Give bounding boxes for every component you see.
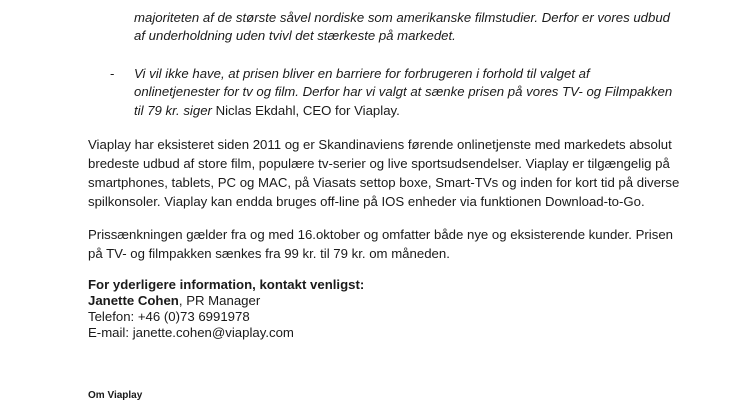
contact-heading: For yderligere information, kontakt venligst: (88, 277, 365, 292)
quote2-line-3-attribution: Niclas Ekdahl, CEO for Viaplay. (211, 103, 400, 118)
paragraph2-line-1: Prissænkningen gælder fra og med 16.oktober og omfatter både nye og eksisterende kunder. Prisen (88, 227, 673, 242)
quote1-cropped-line (134, 0, 138, 7)
quote1-line-2: af underholdning uden tvivl det stærkeste på markedet. (134, 28, 456, 43)
paragraph1-line-3: smartphones, tablets, PC og MAC, på Viasats settop boxe, Smart-TVs og inden for kort tid på diverse (88, 175, 680, 190)
contact-role: , PR Manager (178, 293, 261, 308)
about-heading: Om Viaplay (88, 390, 143, 401)
quote1-line-1: majoriteten af de største såvel nordiske som amerikanske filmstudier. Derfor er vores udbud (134, 10, 671, 25)
paragraph2-line-2: på TV- og filmpakken sænkes fra 99 kr. til 79 kr. om måneden. (88, 246, 450, 261)
contact-email: E-mail: janette.cohen@viaplay.com (88, 325, 294, 340)
quote2-line-3-italic: til 79 kr. siger (134, 103, 212, 118)
contact-name: Janette Cohen (88, 293, 179, 308)
paragraph1-line-1: Viaplay har eksisteret siden 2011 og er Skandinaviens førende onlinetjenste med markedets absolut (88, 137, 672, 152)
quote2-bullet: - (110, 66, 115, 81)
quote2-line-3 (134, 101, 400, 120)
paragraph1-line-4: spilkonsoler. Viaplay kan endda bruges off-line på IOS enheder via funktionen Download-to-Go. (88, 194, 645, 209)
quote2-line-2: onlinetjenester for tv og film. Derfor har vi valgt at sænke prisen på vores TV- og Filmpakken (134, 84, 673, 99)
quote2-line-1: Vi vil ikke have, at prisen bliver en barriere for forbrugeren i forhold til valget af (134, 66, 590, 81)
contact-phone: Telefon: +46 (0)73 6991978 (88, 309, 250, 324)
paragraph1-line-2: bredeste udbud af store film, populære tv-serier og live sportsudsendelser. Viaplay er tilgængelig på (88, 156, 670, 171)
